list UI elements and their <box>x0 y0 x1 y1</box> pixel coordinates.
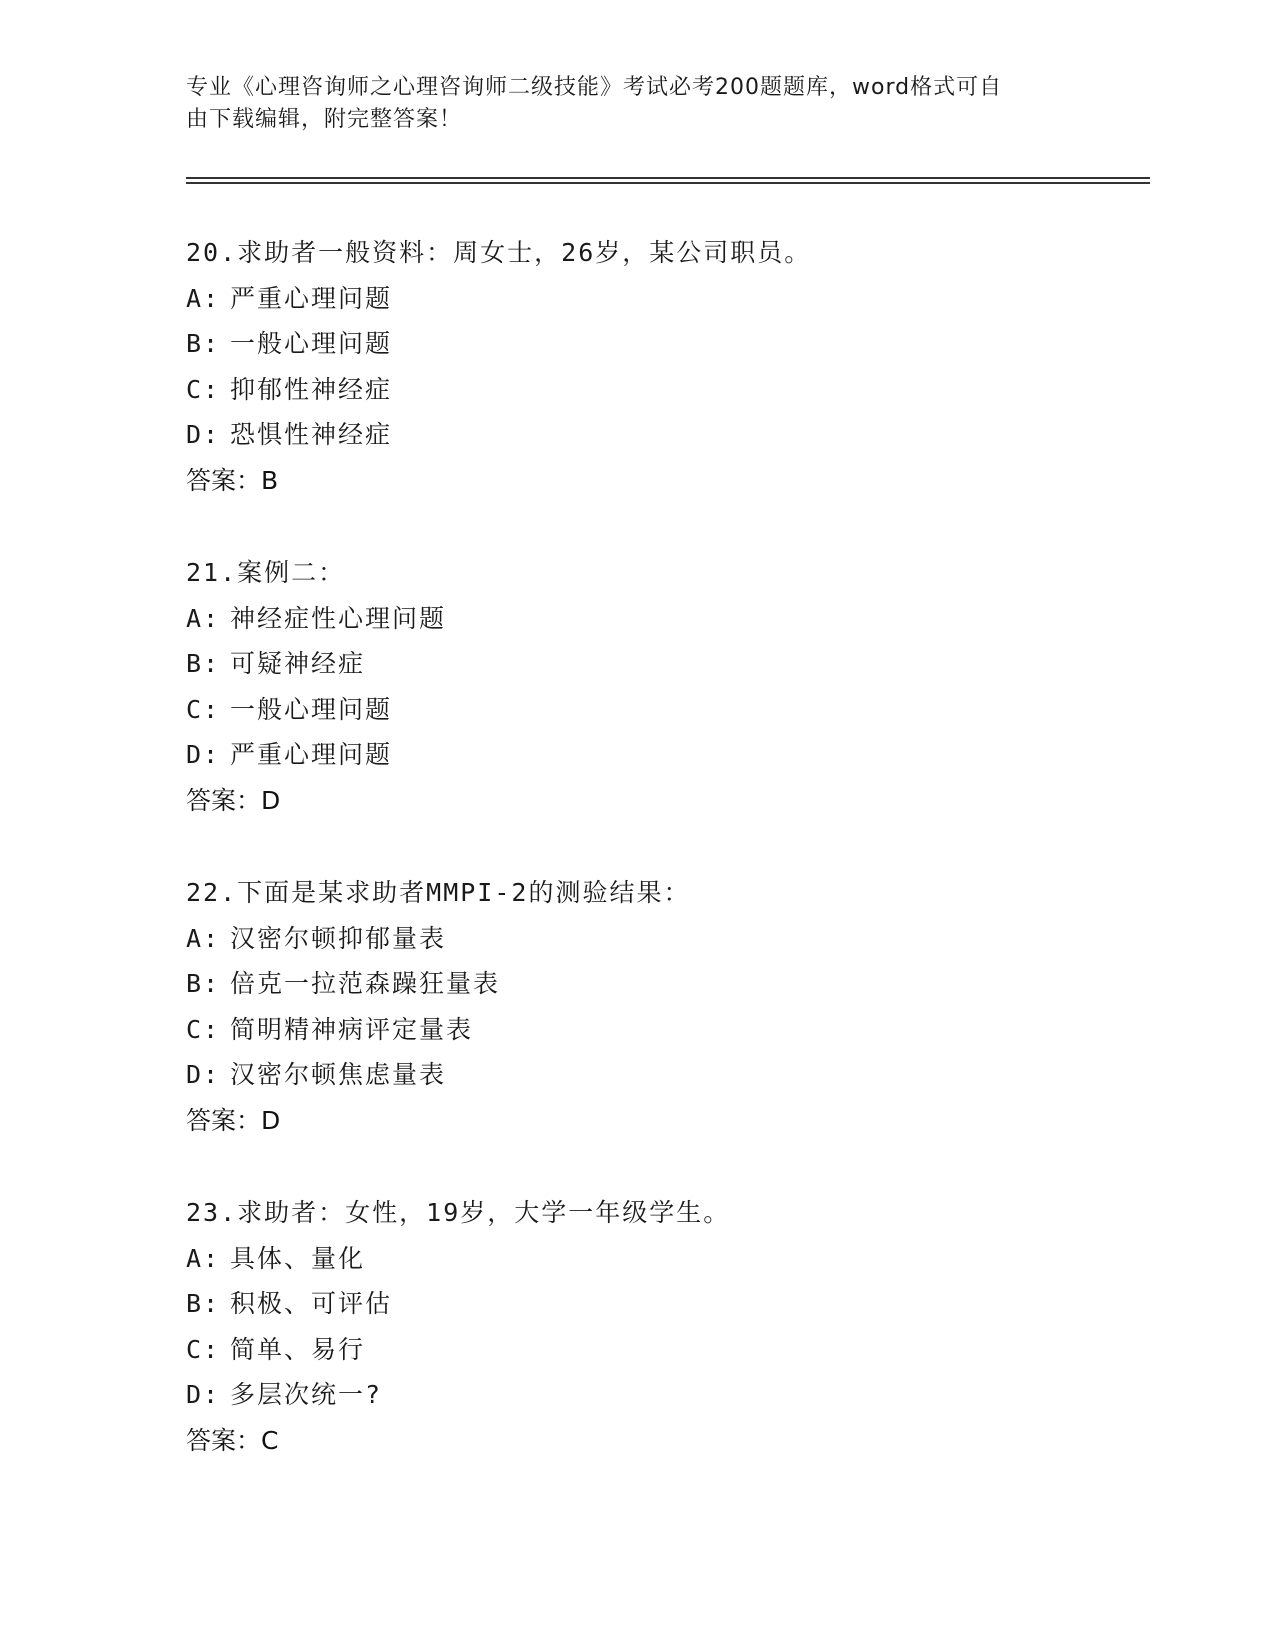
question-stem: 22.下面是某求助者MMPI-2的测验结果： <box>186 878 691 907</box>
option-letter: D: <box>186 420 221 449</box>
option-text: 简单、易行 <box>230 1334 366 1364</box>
option-d <box>186 1372 1146 1418</box>
option-c <box>186 367 1146 413</box>
option-text: 汉密尔顿焦虑量表 <box>230 1060 447 1089</box>
option-c <box>186 1327 1146 1373</box>
question-stem: 23.求助者：女性，19岁，大学一年级学生。 <box>186 1198 731 1227</box>
option-letter: B: <box>186 969 221 998</box>
option-letter: C: <box>186 1014 221 1044</box>
option-text: 神经症性心理问题 <box>230 603 447 633</box>
option-letter: A: <box>186 603 221 633</box>
option-letter: C: <box>186 1334 221 1364</box>
option-text: 简明精神病评定量表 <box>230 1014 474 1044</box>
option-letter: B: <box>186 329 221 358</box>
option-letter: C: <box>186 374 221 404</box>
option-text: 严重心理问题 <box>230 283 393 313</box>
header-line-1: 专业《心理咨询师之心理咨询师二级技能》考试必考200题题库，word格式可自 <box>186 75 1003 100</box>
answer-line: 答案：D <box>186 1105 281 1135</box>
option-b <box>186 641 1146 687</box>
option-a <box>186 1236 1146 1282</box>
option-b <box>186 961 1146 1007</box>
question-block <box>186 870 1146 1143</box>
option-text: 多层次统一? <box>230 1380 383 1409</box>
option-text: 一般心理问题 <box>230 694 393 724</box>
option-text: 恐惧性神经症 <box>230 420 393 449</box>
option-a <box>186 916 1146 962</box>
option-text: 汉密尔顿抑郁量表 <box>230 923 447 953</box>
option-letter: A: <box>186 283 221 313</box>
option-letter: D: <box>186 1380 221 1409</box>
option-b <box>186 1281 1146 1327</box>
option-letter: B: <box>186 1289 221 1318</box>
option-text: 一般心理问题 <box>230 329 393 358</box>
option-c <box>186 687 1146 733</box>
option-letter: A: <box>186 1243 221 1273</box>
option-c <box>186 1007 1146 1053</box>
option-letter: B: <box>186 649 221 678</box>
option-text: 抑郁性神经症 <box>230 374 393 404</box>
header-divider-bottom <box>186 182 1150 184</box>
question-block <box>186 550 1146 823</box>
document-header <box>186 72 1066 136</box>
option-text: 具体、量化 <box>230 1243 366 1273</box>
option-letter: D: <box>186 740 221 769</box>
option-text: 可疑神经症 <box>230 649 366 678</box>
option-d <box>186 732 1146 778</box>
option-text: 积极、可评估 <box>230 1289 393 1318</box>
question-stem: 21.案例二： <box>186 558 346 587</box>
question-stem: 20.求助者一般资料：周女士，26岁，某公司职员。 <box>186 238 812 267</box>
header-line-2: 由下载编辑，附完整答案！ <box>186 107 463 132</box>
question-block <box>186 1190 1146 1463</box>
option-a <box>186 596 1146 642</box>
answer-line: 答案：D <box>186 785 281 815</box>
option-text: 严重心理问题 <box>230 740 393 769</box>
option-letter: C: <box>186 694 221 724</box>
answer-line: 答案：B <box>186 465 279 495</box>
option-a <box>186 276 1146 322</box>
option-b <box>186 321 1146 367</box>
option-letter: A: <box>186 923 221 953</box>
question-block <box>186 230 1146 503</box>
option-letter: D: <box>186 1060 221 1089</box>
option-text: 倍克一拉范森躁狂量表 <box>230 969 501 998</box>
option-d <box>186 1052 1146 1098</box>
header-divider-top <box>186 177 1150 179</box>
answer-line: 答案：C <box>186 1425 279 1455</box>
option-d <box>186 412 1146 458</box>
